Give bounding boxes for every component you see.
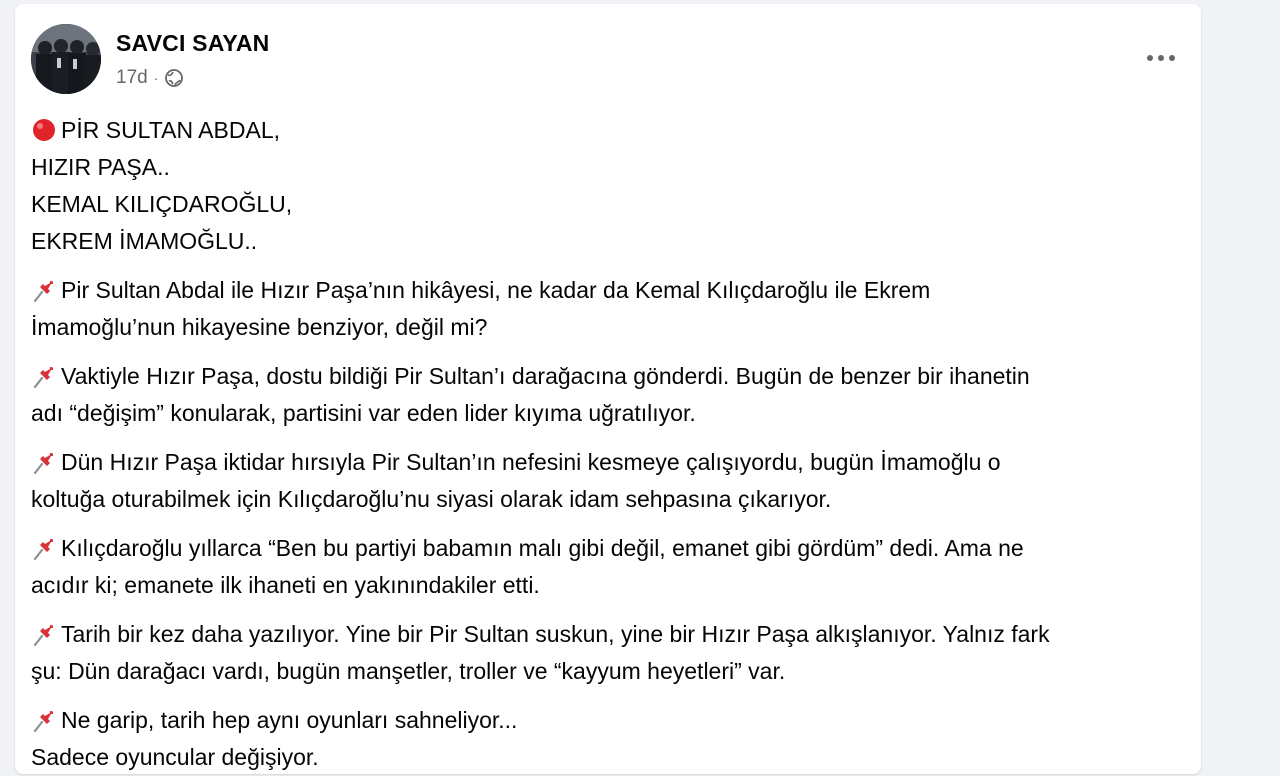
title-line: EKREM İMAMOĞLU..: [31, 228, 258, 254]
paragraph-line: Vaktiyle Hızır Paşa, dostu bildiği Pir Sultan’ı darağacına gönderdi. Bugün de benzer bir ihanetin: [31, 358, 1181, 395]
pushpin-icon: [31, 621, 57, 647]
pushpin-icon: [31, 363, 57, 389]
post-meta: [116, 67, 184, 89]
paragraph-line: Sadece oyuncular değişiyor.: [31, 744, 319, 770]
post-header: [31, 24, 1181, 96]
paragraph-line: Pir Sultan Abdal ile Hızır Paşa’nın hikâyesi, ne kadar da Kemal Kılıçdaroğlu ile Ekrem: [31, 272, 1181, 309]
post-paragraph: [31, 616, 1181, 690]
more-options-button[interactable]: [1141, 38, 1181, 78]
title-line: KEMAL KILIÇDAROĞLU,: [31, 191, 293, 217]
pushpin-icon: [31, 707, 57, 733]
paragraph-line: adı “değişim” konularak, partisini var eden lider kıyıma uğratılıyor.: [31, 400, 696, 426]
post-card: [15, 4, 1201, 774]
more-options-icon: [1146, 54, 1176, 62]
title-line: HIZIR PAŞA..: [31, 154, 170, 180]
paragraph-line: acıdır ki; emanete ilk ihaneti en yakınındakiler etti.: [31, 572, 540, 598]
paragraph-line: Tarih bir kez daha yazılıyor. Yine bir Pir Sultan suskun, yine bir Hızır Paşa alkışlanıyor. Yalnız fark: [31, 616, 1181, 653]
author-name[interactable]: SAVCI SAYAN: [116, 30, 270, 56]
paragraph-line: İmamoğlu’nun hikayesine benziyor, değil mi?: [31, 314, 488, 340]
paragraph-line: koltuğa oturabilmek için Kılıçdaroğlu’nu siyasi olarak idam sehpasına çıkarıyor.: [31, 486, 832, 512]
pushpin-icon: [31, 277, 57, 303]
pushpin-icon: [31, 449, 57, 475]
paragraph-line: Ne garip, tarih hep aynı oyunları sahneliyor...: [31, 702, 1181, 739]
avatar[interactable]: [31, 24, 101, 94]
globe-icon: [164, 68, 184, 88]
title-line: PİR SULTAN ABDAL,: [31, 112, 1181, 149]
post-paragraph: [31, 358, 1181, 432]
meta-separator: ·: [153, 70, 159, 86]
post-paragraph: [31, 444, 1181, 518]
paragraph-line: Dün Hızır Paşa iktidar hırsıyla Pir Sultan’ın nefesini kesmeye çalışıyordu, bugün İmamoğlu o: [31, 444, 1181, 481]
red-circle-icon: [31, 117, 57, 143]
paragraph-line: Kılıçdaroğlu yıllarca “Ben bu partiyi babamın malı gibi değil, emanet gibi gördüm” dedi. Ama ne: [31, 530, 1181, 567]
post-body: [31, 112, 1181, 776]
post-time[interactable]: 17d: [116, 67, 148, 88]
post-paragraph: [31, 530, 1181, 604]
paragraph-line: şu: Dün darağacı vardı, bugün manşetler, troller ve “kayyum heyetleri” var.: [31, 658, 786, 684]
post-paragraph: [31, 272, 1181, 346]
avatar-image: [31, 24, 101, 94]
post-title-block: [31, 112, 1181, 260]
post-paragraph: [31, 702, 1181, 776]
pushpin-icon: [31, 535, 57, 561]
